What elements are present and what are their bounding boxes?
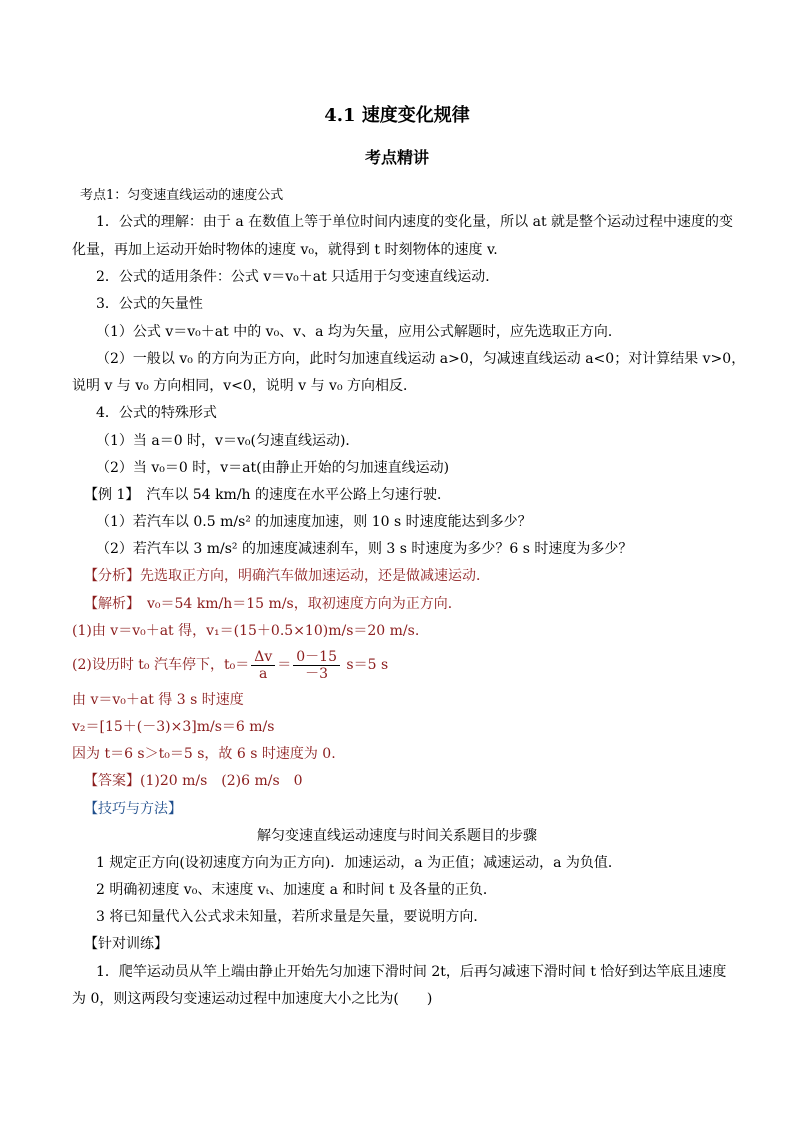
answer-line [84,771,303,791]
example-1-question-2: （2）若汽车以 3 m/s² 的加速度减速刹车，则 3 s 时速度为多少？6 s 时速度为多少？ [96,541,633,557]
paragraph-1-line-1: 1．公式的理解：由于 a 在数值上等于单位时间内速度的变化量，所以 at 就是整个运动过程中速度的变 [96,214,734,230]
training-question-1-line-1: 1．爬竿运动员从竿上端由静止开始先匀加速下滑时间 2t，后再匀减速下滑时间 t 恰好到达竿底且速度 [96,964,727,980]
analysis-tag: 【分析】 [84,568,140,584]
tips-step-2: 2 明确初速度 v₀、末速度 vₜ、加速度 a 和时间 t 及各量的正负． [96,882,497,898]
paragraph-3-heading: 3．公式的矢量性 [96,296,203,312]
training-heading: 【针对训练】 [84,936,168,952]
solution-step-5: 因为 t＝6 s＞t₀＝5 s，故 6 s 时速度为 0. [72,746,336,762]
paragraph-1-line-2: 化量，再加上运动开始时物体的速度 v₀，就得到 t 时刻物体的速度 v. [72,242,498,258]
paragraph-3-item-2-line-2: 说明 v 与 v₀ 方向相同，v<0，说明 v 与 v₀ 方向相反． [72,378,418,394]
solution-step-4: v₂＝[15＋(－3)×3]m/s＝6 m/s [72,719,275,735]
paragraph-2: 2．公式的适用条件：公式 v＝v₀＋at 只适用于匀变速直线运动． [96,269,500,285]
solution-tag: 【解析】 [84,596,133,612]
fraction-dv-over-a [251,649,275,682]
example-1-stem: 【例 1】 汽车以 54 km/h 的速度在水平公路上匀速行驶． [84,487,452,503]
solution-line [84,594,462,614]
paragraph-3-item-1: （1）公式 v＝v₀＋at 中的 v₀、v、a 均为矢量，应用公式解题时，应先选取正方向． [96,324,622,340]
paragraph-4-item-1: （1）当 a＝0 时，v＝v₀(匀速直线运动)． [96,433,360,449]
section-title: 考点精讲 [364,148,429,167]
fraction-denominator: a [259,665,268,682]
fraction-numerator: Δv [251,649,275,666]
training-question-1-line-2: 为 0，则这两段匀变速运动过程中加速度大小之比为( ) [72,991,433,1007]
analysis-text: 先选取正方向，明确汽车做加速运动，还是做减速运动． [140,568,490,584]
solution-step-2-suffix: s＝5 s [341,657,389,673]
fraction-values [293,649,340,682]
tips-title: 解匀变速直线运动速度与时间关系题目的步骤 [257,828,537,844]
tips-heading: 【技巧与方法】 [84,801,182,817]
answer-tag: 【答案】 [84,773,140,789]
knowledge-point-heading: 考点1：匀变速直线运动的速度公式 [80,188,284,203]
solution-step-1: (1)由 v＝v₀＋at 得，v₁＝(15＋0.5×10)m/s＝20 m/s. [72,623,420,639]
solution-text: v₀＝54 km/h＝15 m/s，取初速度方向为正方向． [133,596,462,612]
paragraph-4-heading: 4．公式的特殊形式 [96,405,217,421]
fraction-numerator: 0－15 [293,649,340,666]
tips-step-1: 1 规定正方向(设初速度方向为正方向)．加速运动，a 为正值；减速运动，a 为负值． [96,855,622,871]
fraction-denominator: －3 [305,665,329,682]
tips-step-3: 3 将已知量代入公式求未知量，若所求量是矢量，要说明方向． [96,909,488,925]
solution-step-2 [72,648,388,682]
equals-sign: ＝ [277,657,292,673]
solution-step-3: 由 v＝v₀＋at 得 3 s 时速度 [72,692,244,708]
paragraph-4-item-2: （2）当 v₀＝0 时，v＝at(由静止开始的匀加速直线运动) [96,460,450,476]
solution-step-2-prefix: (2)设历时 t₀ 汽车停下，t₀＝ [72,657,250,673]
analysis-line [84,566,490,586]
example-1-question-1: （1）若汽车以 0.5 m/s² 的加速度加速，则 10 s 时速度能达到多少？ [96,514,532,530]
page-title: 4.1 速度变化规律 [324,105,470,126]
paragraph-3-item-2-line-1: （2）一般以 v₀ 的方向为正方向，此时匀加速直线运动 a>0，匀减速直线运动 a<0；对计算结果 v>0， [96,351,746,367]
answer-text: (1)20 m/s (2)6 m/s 0 [140,773,303,789]
